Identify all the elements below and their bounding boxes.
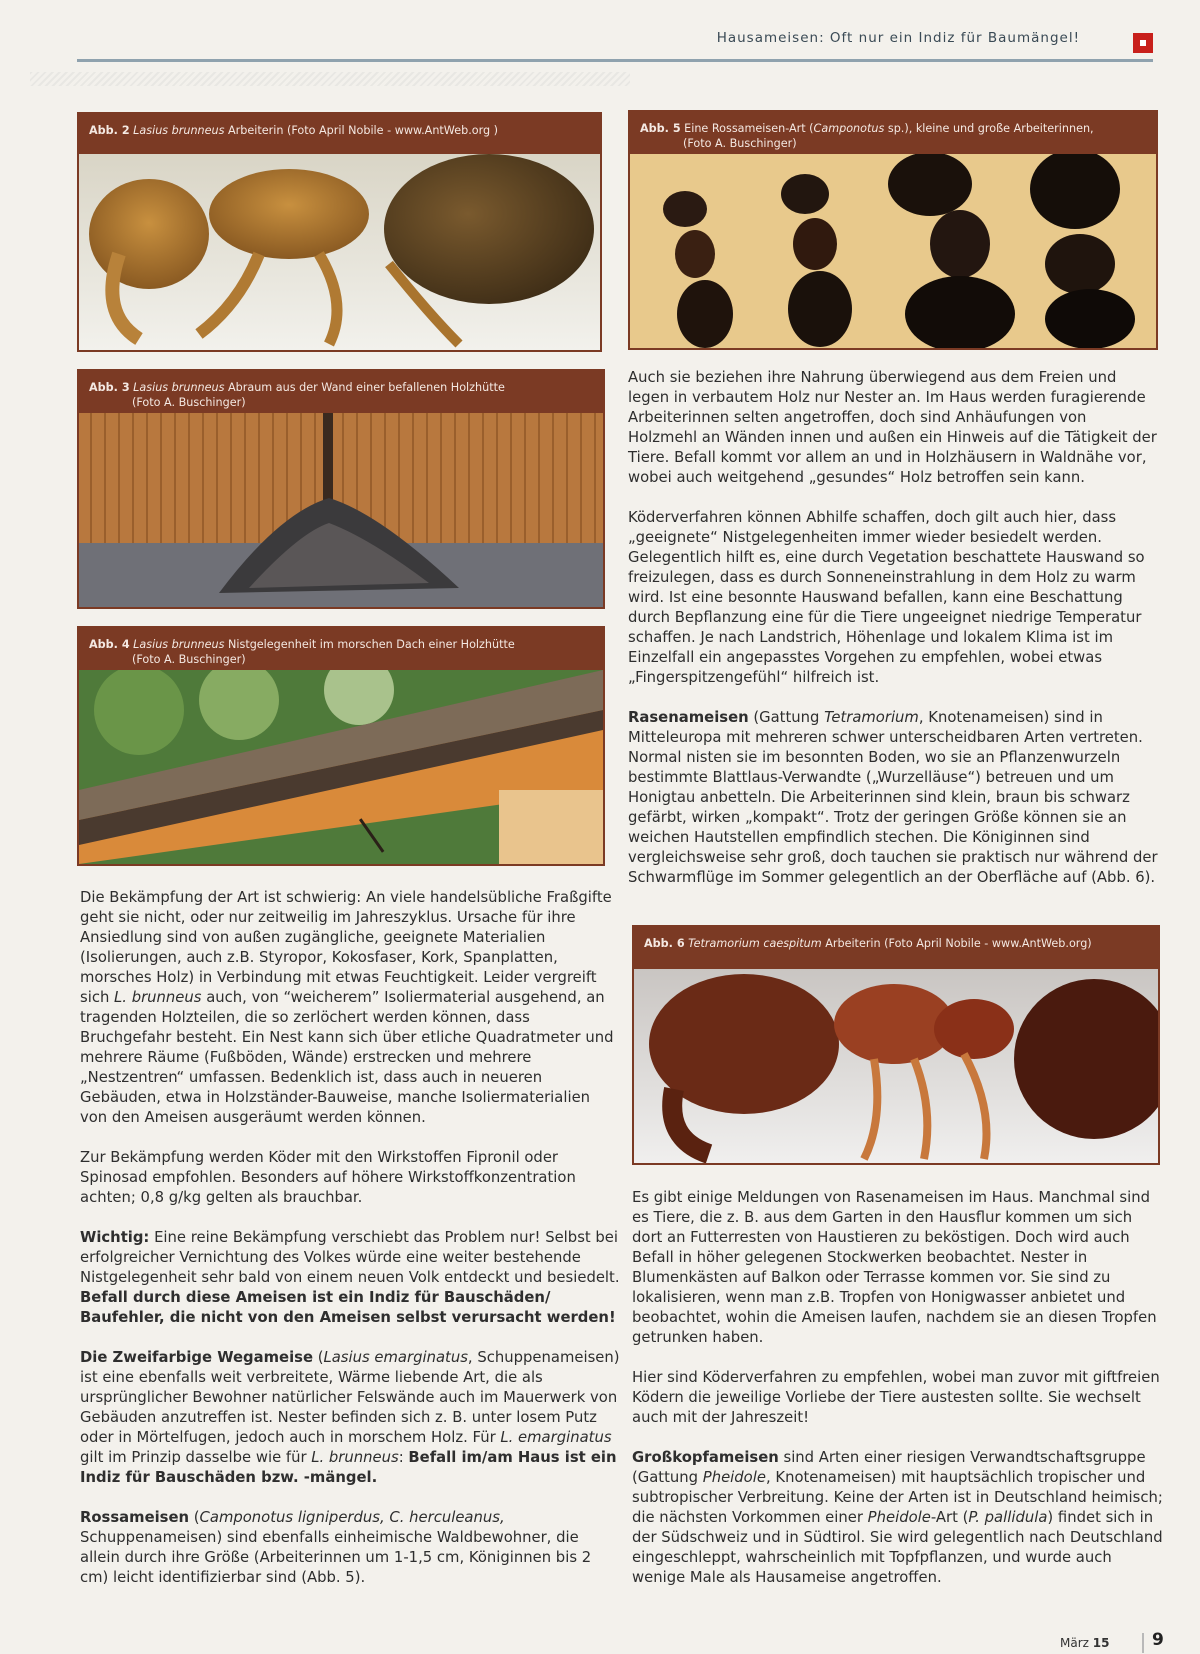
figure-caption-text: Nistgelegenheit im morschen Dach einer Holzhütte [224,638,515,651]
paragraph-wichtig: Wichtig: Eine reine Bekämpfung verschiebt das Problem nur! Selbst bei erfolgreicher Vernichtung des Volkes würde eine weiter bestehende Nistgelegenheit sehr bald von einem neuen Volk entdeckt und besiedelt. Befall durch diese Ameisen ist ein Indiz für Bauschäden/ Baufehler, die nicht von den Ameisen selbst verursacht werden! [80,1229,620,1326]
figure-caption [634,927,1158,951]
decorative-hatch [30,72,630,86]
figure-species: Lasius brunneus [133,381,225,394]
photo-tetramorium-worker [634,969,1158,1163]
figure-credit: (Foto A. Buschinger) [132,396,246,409]
paragraph-rasenameisen: Rasenameisen (Gattung Tetramorium, Knotenameisen) sind in Mitteleuropa mit mehreren schwer unterscheidbaren Arten vertreten. Normal nisten sie im besonnten Boden, wo sie an Pflanzenwurzeln bestimmte Blattlaus-Verwandte („Wurzelläuse“) betreuen und um Honigtau anbetteln. Die Arbeiterinnen sind klein, braun bis schwarz gefärbt, wirken „kompakt“. Trotz der geringen Größe können sie an weichen Hautstellen empfindlich stechen. Die Königinnen sind vergleichsweise sehr groß, doch tauchen sie praktisch nur während der Schwarmflüge im Sommer gelegentlich an der Oberfläche auf (Abb. 6). [628,709,1158,886]
paragraph-rossameisen: Rossameisen (Camponotus ligniperdus, C. herculeanus, Schuppenameisen) sind ebenfalls einheimische Waldbewohner, die allein durch ihre Größe (Arbeiterinnen um 1-1,5 cm, Königinnen bis 2 cm) leicht identifizierbar sind (Abb. 5). [80,1509,592,1586]
left-column [80,888,620,1608]
figure-label: Abb. 3 [89,381,130,394]
figure-label: Abb. 5 [640,122,681,135]
issue-date: März 15 [1060,1636,1110,1650]
paragraph-nahrung: Auch sie beziehen ihre Nahrung überwiegend aus dem Freien und legen in verbautem Holz nur Nester an. Im Haus werden furagierende Arbeiterinnen selten angetroffen, doch sind Anhäufungen von Holzmehl an Wänden innen und außen ein Hinweis auf die Tätigkeit der Tiere. Befall kommt vor allem an und in Holzhäusern in Waldnähe vor, wobei auch weitgehend „gesundes“ Holz betroffen sein kann. [628,369,1157,486]
paragraph-koederverfahren: Köderverfahren können Abhilfe schaffen, doch gilt auch hier, dass „geeignete“ Nistgelegenheiten immer wieder besiedelt werden. Gelegentlich hilft es, eine durch Vegetation beschattete Hauswand so freizulegen, dass es durch Sonneneinstrahlung in dem Holz zu warm wird. Ist eine besonnte Hauswand befallen, kann eine Beschattung durch Bepflanzung eine für die Tiere ungeeignet niedrige Temperatur schaffen. Je nach Landstrich, Höhenlage und lokalem Klima ist im Einzelfall ein angepasstes Vorgehen zu empfehlen, wobei etwas „Fingerspitzengefühl“ hilfreich ist. [628,509,1145,686]
figure-caption-text: Abraum aus der Wand einer befallenen Holzhütte [224,381,505,394]
figure-abb-4 [77,626,605,866]
paragraph-zweifarbige-wegameise: Die Zweifarbige Wegameise (Lasius emarginatus, Schuppenameisen) ist eine ebenfalls weit verbreitete, Wärme liebende Art, die als ursprünglicher Bewohner natürlicher Felswände auch im Mauerwerk von Gebäuden anzutreffen ist. Nester befinden sich z. B. unter losem Putz oder in Mörtelfugen, jedoch auch in morschem Holz. Für L. emarginatus gilt im Prinzip dasselbe wie für L. brunneus: Befall im/am Haus ist ein Indiz für Bauschäden bzw. -mängel. [80,1349,620,1486]
photo-lasius-brunneus-worker [79,154,600,350]
figure-caption [79,628,603,667]
figure-species: Tetramorium caespitum [688,937,822,950]
paragraph-bekaempfung: Die Bekämpfung der Art ist schwierig: An viele handelsübliche Fraßgifte geht sie nicht, oder nur zeitweilig im Jahreszyklus. Ursache für ihre Ansiedlung sind von außen zugängliche, geeignete Materialien (Isolierungen, auch z.B. Styropor, Kokosfaser, Kork, Spanplatten, morsches Holz) in Verbindung mit etwas Feuchtigkeit. Leider vergreift sich L. brunneus auch, von “weicherem” Isoliermaterial ausgehend, an tragenden Holzteilen, die so zerlöchert werden können, dass Bruchgefahr besteht. Ein Nest kann sich über etliche Quadratmeter und mehrere Räume (Fußböden, Wände) erstrecken und mehrere „Nestzentren“ umfassen. Bedenklich ist, dass auch in neueren Gebäuden, etwa in Holzständer-Bauweise, manche Isoliermaterialien von den Ameisen ausgeräumt werden können. [80,889,614,1126]
figure-label: Abb. 4 [89,638,130,651]
right-column [628,368,1160,908]
figure-label: Abb. 2 [89,124,130,137]
figure-caption-text: Arbeiterin (Foto April Nobile - www.AntWeb.org ) [224,124,499,137]
right-column-lower [632,1188,1164,1608]
photo-wood-debris [79,413,603,607]
section-marker-icon [1133,33,1153,53]
figure-caption-text: Arbeiterin (Foto April Nobile - www.AntWeb.org) [821,937,1092,950]
paragraph-rasenameisen-im-haus: Es gibt einige Meldungen von Rasenameisen im Haus. Manchmal sind es Tiere, die z. B. aus dem Garten in den Hausflur kommen um sich dort an Futterresten von Haustieren zu beköstigen. Doch wird auch Befall in höher gelegenen Stockwerken beobachtet. Nester in Blumenkästen auf Balkon oder Terrasse kommen vor. Sie sind zu lokalisieren, wenn man z.B. Tropfen von Honigwasser anbietet und beobachtet, wohin die Ameisen laufen, nachdem sie an diesen Tropfen getrunken haben. [632,1189,1157,1346]
figure-caption [630,112,1156,151]
figure-abb-6 [632,925,1160,1165]
figure-label: Abb. 6 [644,937,685,950]
figure-species: Lasius brunneus [133,638,225,651]
figure-credit: (Foto A. Buschinger) [683,137,797,150]
header-divider [77,59,1153,62]
page-number: 9 [1152,1630,1164,1650]
figure-caption-text: sp.), kleine und große Arbeiterinnen, [884,122,1094,135]
footer-divider [1142,1633,1144,1653]
figure-abb-3 [77,369,605,609]
figure-caption-text: Eine Rossameisen-Art ( [680,122,814,135]
figure-caption [79,114,600,138]
figure-species: Lasius brunneus [133,124,225,137]
paragraph-grosskopfameisen: Großkopfameisen sind Arten einer riesigen Verwandtschaftsgruppe (Gattung Pheidole, Knotenameisen) mit hauptsächlich tropischer und subtropischer Verbreitung. Keine der Arten ist in Deutschland heimisch; die nächsten Vorkommen einer Pheidole-Art (P. pallidula) findet sich in der Südschweiz und in Südtirol. Sie wird gelegentlich nach Deutschland eingeschleppt, wahrscheinlich mit Topfpflanzen, und wurde auch wenige Male als Hausameise angetroffen. [632,1449,1163,1586]
figure-credit: (Foto A. Buschinger) [132,653,246,666]
figure-caption [79,371,603,410]
figure-abb-5 [628,110,1158,350]
running-header: Hausameisen: Oft nur ein Indiz für Baumängel! [716,30,1080,46]
figure-species: Camponotus [813,122,885,135]
paragraph-koeder-empfehlung: Hier sind Köderverfahren zu empfehlen, wobei man zuvor mit giftfreien Ködern die jeweilige Vorliebe der Tiere austesten sollte. Sie wechselt auch mit der Jahreszeit! [632,1369,1160,1426]
photo-rotten-roof [79,670,603,864]
figure-abb-2 [77,112,602,352]
photo-camponotus-workers [630,154,1156,348]
paragraph-koeder: Zur Bekämpfung werden Köder mit den Wirkstoffen Fipronil oder Spinosad empfohlen. Besonders auf höhere Wirkstoffkonzentration achten; 0,8 g/kg gelten als brauchbar. [80,1149,576,1206]
